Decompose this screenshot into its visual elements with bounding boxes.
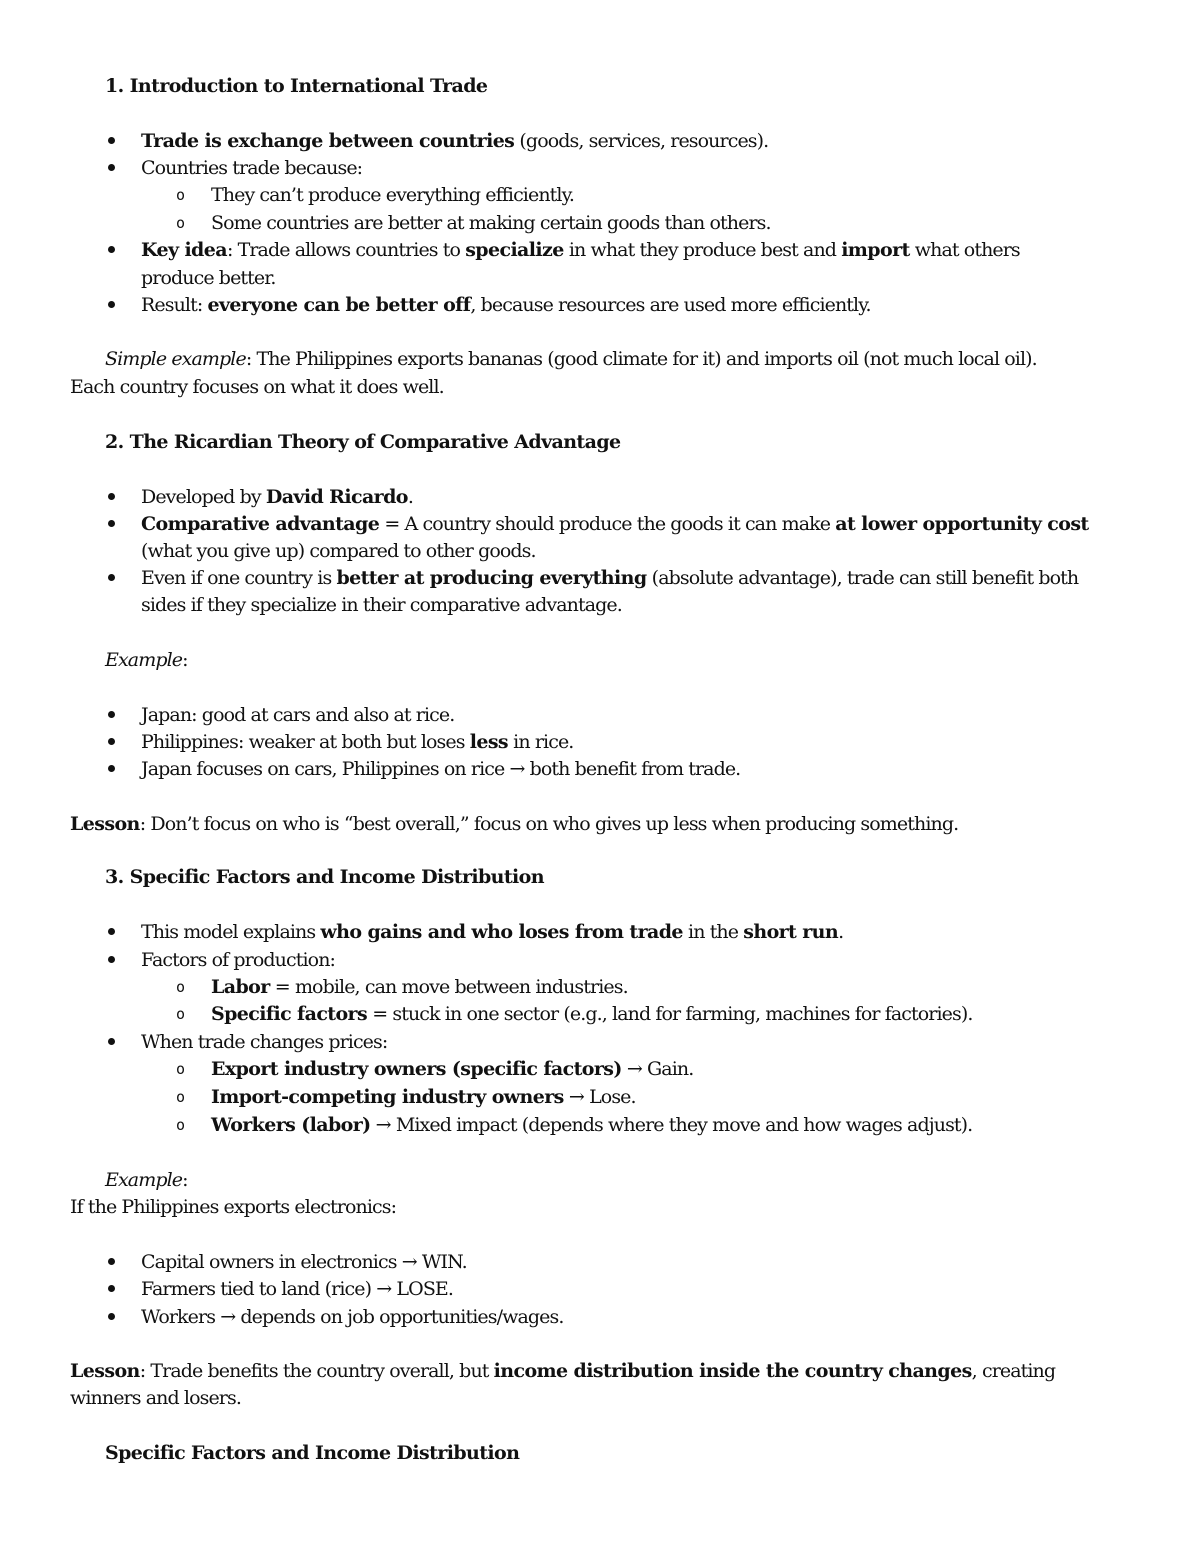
s2-bullet-2-continued: (what you give up) compared to other goods. bbox=[141, 540, 536, 562]
bullet bbox=[108, 520, 115, 527]
s3-example-2: Farmers tied to land (rice) → LOSE. bbox=[141, 1278, 454, 1300]
bullet bbox=[108, 246, 115, 253]
bullet bbox=[108, 765, 115, 772]
s3-example-intro: If the Philippines exports electronics: bbox=[70, 1196, 397, 1218]
bullet bbox=[108, 493, 115, 500]
s3-example-3: Workers → depends on job opportunities/wages. bbox=[141, 1306, 564, 1328]
s1-sub-bullet-1: They can’t produce everything efficiently. bbox=[211, 184, 575, 206]
s3-bullet-3: When trade changes prices: bbox=[141, 1031, 388, 1053]
s3-sub-bullet-import: Import-competing industry owners → Lose. bbox=[211, 1086, 636, 1108]
sub-bullet: o bbox=[176, 186, 186, 204]
section-3-heading: 3. Specific Factors and Income Distribution bbox=[105, 866, 544, 888]
sub-bullet: o bbox=[176, 214, 186, 232]
bullet bbox=[108, 711, 115, 718]
s3-lesson: Lesson: Trade benefits the country overall, but income distribution inside the country changes, creating bbox=[70, 1360, 1056, 1382]
bullet bbox=[108, 928, 115, 935]
s3-example-1: Capital owners in electronics → WIN. bbox=[141, 1251, 467, 1273]
s2-lesson: Lesson: Don’t focus on who is “best overall,” focus on who gives up less when producing something. bbox=[70, 813, 959, 835]
bullet bbox=[108, 956, 115, 963]
s2-bullet-3-continued: sides if they specialize in their comparative advantage. bbox=[141, 594, 622, 616]
bullet bbox=[108, 164, 115, 171]
section-4-heading: Specific Factors and Income Distribution bbox=[105, 1442, 520, 1464]
s1-bullet-2: Countries trade because: bbox=[141, 157, 363, 179]
section-1-heading: 1. Introduction to International Trade bbox=[105, 75, 488, 97]
s1-sub-bullet-2: Some countries are better at making certain goods than others. bbox=[211, 212, 771, 234]
s1-example: Simple example: The Philippines exports bananas (good climate for it) and imports oil (not much local oil). bbox=[105, 348, 1037, 370]
sub-bullet: o bbox=[176, 1116, 186, 1134]
bullet bbox=[108, 574, 115, 581]
s1-bullet-3-continued: produce better. bbox=[141, 267, 276, 289]
s3-sub-bullet-labor: Labor = mobile, can move between industries. bbox=[211, 976, 628, 998]
s1-bullet-1: Trade is exchange between countries (goods, services, resources). bbox=[141, 130, 769, 152]
bullet bbox=[108, 1285, 115, 1292]
s3-bullet-2: Factors of production: bbox=[141, 949, 336, 971]
s3-bullet-1: This model explains who gains and who loses from trade in the short run. bbox=[141, 921, 844, 943]
sub-bullet: o bbox=[176, 1005, 186, 1023]
s3-sub-bullet-export: Export industry owners (specific factors) → Gain. bbox=[211, 1058, 694, 1080]
s1-bullet-3: Key idea: Trade allows countries to specialize in what they produce best and import what others bbox=[141, 239, 1020, 261]
bullet bbox=[108, 1038, 115, 1045]
bullet bbox=[108, 1258, 115, 1265]
sub-bullet: o bbox=[176, 1088, 186, 1106]
s2-bullet-1: Developed by David Ricardo. bbox=[141, 486, 413, 508]
bullet bbox=[108, 738, 115, 745]
sub-bullet: o bbox=[176, 1060, 186, 1078]
bullet bbox=[108, 301, 115, 308]
bullet bbox=[108, 137, 115, 144]
s2-bullet-2: Comparative advantage = A country should produce the goods it can make at lower opportunity cost bbox=[141, 513, 1089, 535]
s1-bullet-4: Result: everyone can be better off, because resources are used more efficiently. bbox=[141, 294, 871, 316]
section-2-heading: 2. The Ricardian Theory of Comparative Advantage bbox=[105, 431, 621, 453]
s3-sub-bullet-workers: Workers (labor) → Mixed impact (depends where they move and how wages adjust). bbox=[211, 1114, 973, 1136]
s2-example-3: Japan focuses on cars, Philippines on rice → both benefit from trade. bbox=[141, 758, 741, 780]
s2-example-1: Japan: good at cars and also at rice. bbox=[141, 704, 455, 726]
s2-example-label: Example: bbox=[105, 649, 188, 671]
bullet bbox=[108, 1313, 115, 1320]
s3-sub-bullet-specific-factors: Specific factors = stuck in one sector (e.g., land for farming, machines for factories). bbox=[211, 1003, 973, 1025]
sub-bullet: o bbox=[176, 978, 186, 996]
s3-example-label: Example: bbox=[105, 1169, 188, 1191]
s1-example-continued: Each country focuses on what it does well. bbox=[70, 376, 444, 398]
s3-lesson-continued: winners and losers. bbox=[70, 1387, 241, 1409]
s2-bullet-3: Even if one country is better at producing everything (absolute advantage), trade can still benefit both bbox=[141, 567, 1079, 589]
s2-example-2: Philippines: weaker at both but loses less in rice. bbox=[141, 731, 574, 753]
